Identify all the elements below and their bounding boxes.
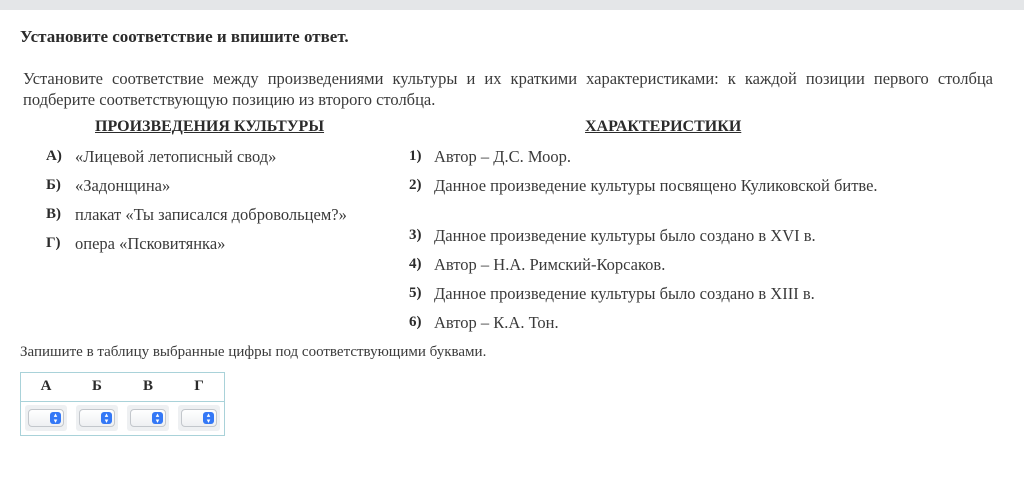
left-column-header: ПРОИЗВЕДЕНИЯ КУЛЬТУРЫ xyxy=(95,118,325,135)
column-letter: Б xyxy=(92,378,102,394)
item-text: «Задонщина» xyxy=(75,176,171,195)
column-letter: А xyxy=(40,378,52,394)
item-text: Автор – Д.С. Моор. xyxy=(434,147,572,166)
item-letter: Г) xyxy=(46,235,61,251)
column-letter: В xyxy=(142,378,153,394)
top-bar xyxy=(0,0,1024,10)
item-text: Автор – К.А. Тон. xyxy=(434,313,559,332)
item-text: Данное произведение культуры посвящено Куликовской битве. xyxy=(434,176,878,195)
item-text: Данное произведение культуры было создано в XVI в. xyxy=(434,226,816,245)
item-text: Автор – Н.А. Римский-Корсаков. xyxy=(434,255,666,274)
answer-table-header xyxy=(21,373,224,402)
item-number: 2) xyxy=(409,177,422,193)
item-letter: В) xyxy=(46,206,61,222)
answer-select-b[interactable] xyxy=(79,409,115,427)
item-number: 3) xyxy=(409,227,422,243)
answer-table xyxy=(20,372,225,436)
item-text: Данное произведение культуры было создано в XIII в. xyxy=(434,284,815,303)
chevron-updown-icon: ▴ ▾ xyxy=(203,412,214,424)
task-text: Установите соответствие между произведениями культуры и их краткими характеристиками: к каждой позиции первого столбца подберите соответствующую позицию из второго столбца. xyxy=(23,69,993,109)
answer-select-v[interactable] xyxy=(130,409,166,427)
item-number: 6) xyxy=(409,314,422,330)
item-text: «Лицевой летописный свод» xyxy=(75,147,277,166)
answer-select-a[interactable] xyxy=(28,409,64,427)
column-letter: Г xyxy=(194,378,204,394)
item-text: плакат «Ты записался добровольцем?» xyxy=(75,205,347,224)
answer-select-g[interactable] xyxy=(181,409,217,427)
item-number: 5) xyxy=(409,285,422,301)
item-letter: Б) xyxy=(46,177,61,193)
task-title: Установите соответствие и впишите ответ. xyxy=(20,27,349,46)
chevron-updown-icon: ▴ ▾ xyxy=(50,412,61,424)
right-column-header: ХАРАКТЕРИСТИКИ xyxy=(585,118,742,135)
chevron-updown-icon: ▴ ▾ xyxy=(152,412,163,424)
item-text: опера «Псковитянка» xyxy=(75,234,226,253)
item-number: 1) xyxy=(409,148,422,164)
item-letter: А) xyxy=(46,148,62,164)
chevron-updown-icon: ▴ ▾ xyxy=(101,412,112,424)
instruction-text: Запишите в таблицу выбранные цифры под соответствующими буквами. xyxy=(20,344,487,360)
item-number: 4) xyxy=(409,256,422,272)
